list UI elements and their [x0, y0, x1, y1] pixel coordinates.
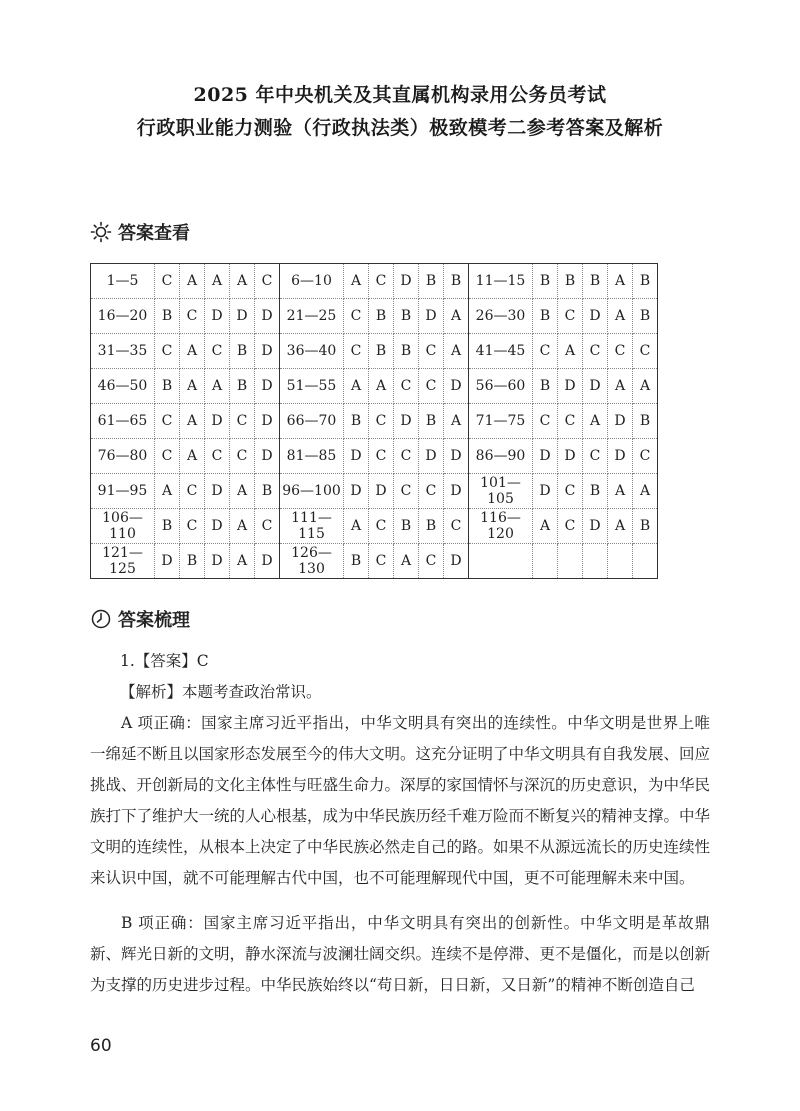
answer-cell: D	[533, 439, 558, 474]
answer-cell: A	[205, 369, 230, 404]
answer-cell: B	[394, 299, 419, 334]
question-range: 106—110	[91, 509, 155, 544]
question-1-analysis: 【解析】本题考查政治常识。	[120, 683, 322, 701]
answer-cell: C	[155, 264, 180, 299]
answer-cell: C	[394, 369, 419, 404]
table-row	[91, 264, 658, 299]
question-range: 11—15	[469, 264, 533, 299]
answer-cell: D	[205, 299, 230, 334]
answer-cell: A	[230, 474, 255, 509]
answer-cell: D	[558, 439, 583, 474]
answer-cell: D	[394, 404, 419, 439]
answer-cell: B	[369, 299, 394, 334]
answer-cell: D	[255, 369, 280, 404]
answer-cell: B	[633, 264, 658, 299]
answer-cell: D	[444, 369, 469, 404]
answer-cell: B	[419, 404, 444, 439]
question-range: 46—50	[91, 369, 155, 404]
answer-cell: C	[633, 439, 658, 474]
answer-cell: B	[583, 264, 608, 299]
table-row	[91, 334, 658, 369]
answer-cell: D	[205, 544, 230, 579]
table-row	[91, 369, 658, 404]
answer-cell: B	[155, 369, 180, 404]
question-range: 96—100	[280, 474, 344, 509]
answer-cell: A	[180, 334, 205, 369]
answer-cell: A	[230, 544, 255, 579]
answer-cell: D	[205, 474, 230, 509]
answer-cell: B	[419, 509, 444, 544]
answer-cell: D	[583, 369, 608, 404]
answer-cell: B	[444, 264, 469, 299]
answer-cell: C	[533, 404, 558, 439]
question-range: 116—120	[469, 509, 533, 544]
answer-cell: A	[180, 264, 205, 299]
clock-icon	[90, 608, 112, 630]
answer-cell: B	[558, 264, 583, 299]
answer-cell: A	[608, 369, 633, 404]
question-range: 126—130	[280, 544, 344, 579]
answer-cell: B	[155, 509, 180, 544]
answer-cell: C	[583, 334, 608, 369]
answer-cell: B	[344, 544, 369, 579]
answer-cell: C	[155, 404, 180, 439]
answer-cell: C	[419, 474, 444, 509]
question-range: 76—80	[91, 439, 155, 474]
answer-cell: A	[344, 369, 369, 404]
answer-cell: C	[155, 334, 180, 369]
table-row	[91, 509, 658, 544]
page-number: 60	[90, 1036, 112, 1056]
question-range: 6—10	[280, 264, 344, 299]
answer-cell: D	[608, 404, 633, 439]
answer-cell: C	[608, 334, 633, 369]
question-range: 71—75	[469, 404, 533, 439]
question-range: 26—30	[469, 299, 533, 334]
answer-cell: D	[230, 299, 255, 334]
answer-cell: A	[344, 264, 369, 299]
answer-cell: C	[369, 264, 394, 299]
answer-cell: C	[369, 509, 394, 544]
answer-cell: C	[558, 404, 583, 439]
answer-cell: D	[419, 299, 444, 334]
answer-cell: C	[255, 264, 280, 299]
answer-cell	[558, 544, 583, 579]
answer-cell: D	[444, 474, 469, 509]
answer-cell: B	[394, 509, 419, 544]
answer-cell: C	[369, 404, 394, 439]
answer-cell: A	[608, 509, 633, 544]
answer-cell: C	[583, 439, 608, 474]
question-range: 61—65	[91, 404, 155, 439]
answer-cell: C	[230, 404, 255, 439]
answer-cell: C	[369, 544, 394, 579]
option-a-explanation: A 项正确：国家主席习近平指出，中华文明具有突出的连续性。中华文明是世界上唯一绵延不断且以国家形态发展至今的伟大文明。这充分证明了中华文明具有自我发展、回应挑战、开创新局的文化主体性与旺盛生命力。深厚的家国情怀与深沉的历史意识，为中华民族打下了维护大一统的人心根基，成为中华民族历经千难万险而不断复兴的精神支撑。中华文明的连续性，从根本上决定了中华民族必然走自己的路。如果不从源远流长的历史连续性来认识中国，就不可能理解古代中国，也不可能理解现代中国，更不可能理解未来中国。	[90, 714, 711, 887]
answer-cell: A	[608, 264, 633, 299]
answer-cell: D	[533, 474, 558, 509]
answer-cell: C	[633, 334, 658, 369]
answer-cell: B	[180, 544, 205, 579]
answer-cell: A	[180, 369, 205, 404]
answer-cell: D	[394, 264, 419, 299]
answer-cell: B	[230, 369, 255, 404]
answer-cell: C	[205, 334, 230, 369]
answer-cell: C	[419, 334, 444, 369]
answer-cell: C	[558, 509, 583, 544]
answer-cell: D	[255, 439, 280, 474]
answer-table	[90, 263, 658, 579]
answer-cell: B	[633, 509, 658, 544]
answer-cell: C	[419, 544, 444, 579]
answer-cell: C	[344, 334, 369, 369]
answer-cell: B	[533, 299, 558, 334]
answer-cell: C	[155, 439, 180, 474]
section-heading-review-label: 答案梳理	[118, 610, 190, 631]
answer-cell: B	[255, 474, 280, 509]
answer-cell: A	[180, 439, 205, 474]
answer-cell: D	[444, 439, 469, 474]
question-range: 41—45	[469, 334, 533, 369]
table-row	[91, 544, 658, 579]
answer-cell: C	[255, 509, 280, 544]
answer-cell: B	[633, 299, 658, 334]
question-range: 56—60	[469, 369, 533, 404]
table-row	[91, 439, 658, 474]
answer-cell: D	[255, 299, 280, 334]
answer-cell: C	[558, 299, 583, 334]
document-title-line-1: 2025 年中央机关及其直属机构录用公务员考试	[193, 84, 607, 106]
answer-cell: D	[255, 544, 280, 579]
section-heading-review	[90, 606, 190, 632]
question-range: 121—125	[91, 544, 155, 579]
section-heading-answers	[90, 219, 190, 245]
answer-cell: C	[533, 334, 558, 369]
answer-cell: B	[230, 334, 255, 369]
answer-cell: C	[205, 439, 230, 474]
answer-cell: A	[230, 264, 255, 299]
question-range	[469, 544, 533, 579]
answer-cell: D	[205, 509, 230, 544]
answer-cell: D	[583, 509, 608, 544]
answer-cell: A	[205, 264, 230, 299]
section-heading-answers-label: 答案查看	[118, 223, 190, 244]
answer-cell: D	[608, 439, 633, 474]
answer-cell: C	[394, 474, 419, 509]
answer-cell: D	[558, 369, 583, 404]
table-row	[91, 299, 658, 334]
question-range: 21—25	[280, 299, 344, 334]
question-range: 111—115	[280, 509, 344, 544]
answer-cell: A	[230, 509, 255, 544]
answer-cell: C	[394, 439, 419, 474]
answer-cell: A	[180, 404, 205, 439]
question-range: 36—40	[280, 334, 344, 369]
question-range: 1—5	[91, 264, 155, 299]
question-range: 86—90	[469, 439, 533, 474]
answer-cell: A	[344, 509, 369, 544]
answer-cell	[633, 544, 658, 579]
document-title-line-2: 行政职业能力测验（行政执法类）极致模考二参考答案及解析	[136, 117, 664, 139]
answer-cell: C	[444, 509, 469, 544]
question-range: 101—105	[469, 474, 533, 509]
answer-cell: A	[444, 334, 469, 369]
answer-cell: A	[633, 369, 658, 404]
question-1-answer: 1.【答案】C	[120, 652, 209, 670]
answer-cell: C	[344, 299, 369, 334]
table-row	[91, 404, 658, 439]
answer-cell: B	[633, 404, 658, 439]
answer-cell: C	[419, 369, 444, 404]
answer-cell: A	[155, 474, 180, 509]
answer-cell: A	[533, 509, 558, 544]
question-range: 81—85	[280, 439, 344, 474]
answer-cell: A	[583, 404, 608, 439]
answer-cell: C	[180, 474, 205, 509]
answer-cell: A	[369, 369, 394, 404]
answer-cell	[533, 544, 558, 579]
answer-cell: D	[255, 404, 280, 439]
answer-cell: A	[608, 299, 633, 334]
answer-cell: A	[444, 299, 469, 334]
answer-cell: D	[583, 299, 608, 334]
answer-cell: B	[419, 264, 444, 299]
table-row	[91, 474, 658, 509]
sun-icon	[90, 221, 112, 243]
answer-cell: D	[344, 439, 369, 474]
answer-cell: C	[369, 439, 394, 474]
answer-cell: C	[180, 509, 205, 544]
answer-cell: B	[394, 334, 419, 369]
option-b-explanation: B 项正确：国家主席习近平指出，中华文明具有突出的创新性。中华文明是革故鼎新、辉光日新的文明，静水深流与波澜壮阔交织。连续不是停滞、更不是僵化，而是以创新为支撑的历史进步过程。中华民族始终以“苟日新，日日新，又日新”的精神不断创造自己	[90, 914, 711, 994]
question-range: 91—95	[91, 474, 155, 509]
answer-cell: D	[255, 334, 280, 369]
answer-cell	[583, 544, 608, 579]
question-range: 51—55	[280, 369, 344, 404]
answer-cell: B	[369, 334, 394, 369]
answer-cell: A	[444, 404, 469, 439]
answer-cell	[608, 544, 633, 579]
answer-cell: B	[155, 299, 180, 334]
answer-cell: C	[230, 439, 255, 474]
answer-cell: D	[444, 544, 469, 579]
answer-cell: C	[558, 474, 583, 509]
answer-cell: A	[633, 474, 658, 509]
question-range: 31—35	[91, 334, 155, 369]
answer-cell: D	[344, 474, 369, 509]
answer-cell: B	[344, 404, 369, 439]
question-range: 66—70	[280, 404, 344, 439]
answer-cell: D	[155, 544, 180, 579]
answer-cell: B	[583, 474, 608, 509]
answer-cell: B	[533, 369, 558, 404]
answer-cell: A	[608, 474, 633, 509]
answer-cell: D	[205, 404, 230, 439]
answer-cell: C	[180, 299, 205, 334]
answer-cell: B	[533, 264, 558, 299]
answer-cell: A	[558, 334, 583, 369]
question-range: 16—20	[91, 299, 155, 334]
answer-cell: A	[394, 544, 419, 579]
answer-cell: D	[369, 474, 394, 509]
answer-cell: D	[419, 439, 444, 474]
